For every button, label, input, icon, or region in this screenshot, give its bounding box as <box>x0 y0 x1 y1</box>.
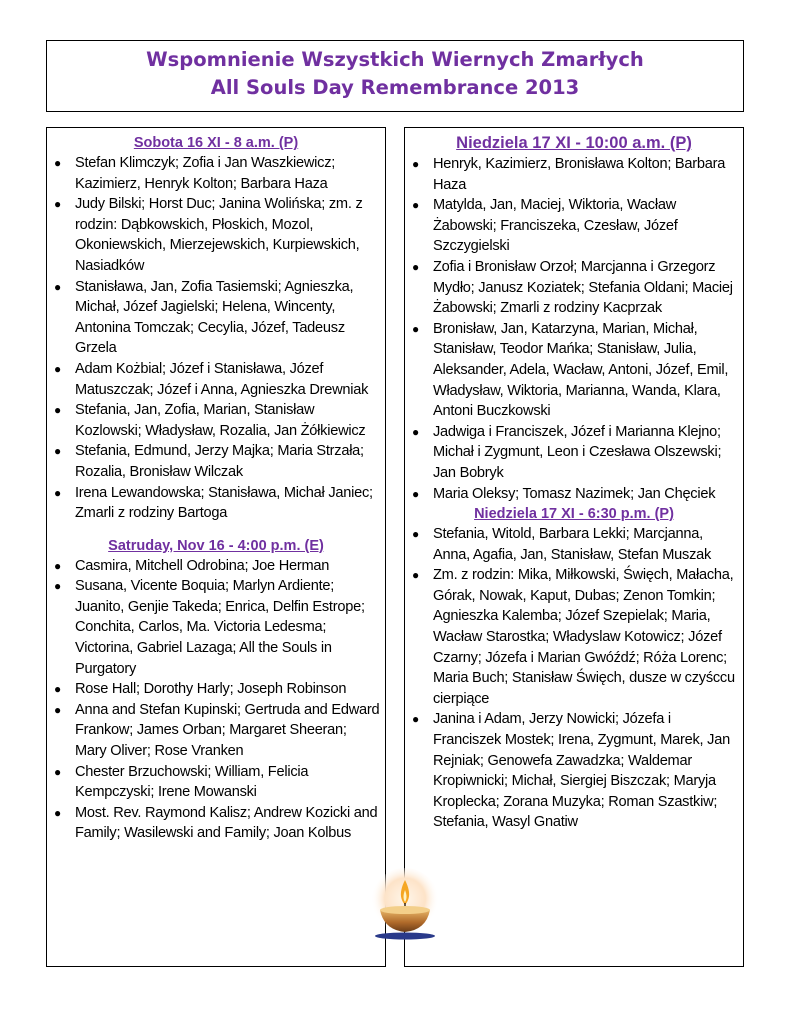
list-item <box>405 257 743 319</box>
list-item <box>47 277 385 359</box>
bullet-icon: ● <box>54 558 61 573</box>
entry-text: Chester Brzuchowski; William, Felicia Kempczyski; Irene Mowanski <box>75 763 309 801</box>
entry-text: Bronisław, Jan, Katarzyna, Marian, Michał, Stanisław, Teodor Mańka; Stanisław, Julia, Aleksander, Adela, Wacław, Antoni, Józef, Emil, Władysław, Wiktoria, Marianna, Wanda, Klara, Antoni Buczkowski <box>433 320 729 420</box>
entry-text: Stefania, Jan, Zofia, Marian, Stanisław Kozlowski; Władysław, Rozalia, Jan Żółkiewicz <box>75 402 366 439</box>
right-column <box>404 127 744 967</box>
bullet-icon: ● <box>54 279 61 294</box>
list-item <box>47 803 385 844</box>
list-item <box>47 194 385 276</box>
bullet-icon: ● <box>54 764 61 779</box>
bullet-icon: ● <box>412 712 419 727</box>
bullet-icon: ● <box>54 485 61 500</box>
entry-text: Matylda, Jan, Maciej, Wiktoria, Wacław Żabowski; Franciszeka, Czesław, Józef Szczygielski <box>433 197 678 255</box>
bullet-icon: ● <box>54 579 61 594</box>
entry-text: Stefania, Edmund, Jerzy Majka; Maria Strzała; Rozalia, Bronisław Wilczak <box>75 443 364 480</box>
entry-text: Stefan Klimczyk; Zofia i Jan Waszkiewicz; Kazimierz, Henryk Kolton; Barbara Haza <box>75 155 336 192</box>
section-heading-sunday-630pm: Niedziela 17 XI - 6:30 p.m. (P) <box>474 506 674 523</box>
entry-text: Judy Bilski; Horst Duc; Janina Wolińska; zm. z rodzin: Dąbkowskich, Płoskich, Mozol, Okoniewskich, Mierzejewskich, Kurpiewskich, Nasiadków <box>75 196 363 274</box>
list-item <box>405 422 743 484</box>
list-item <box>47 153 385 194</box>
list-item <box>47 483 385 524</box>
entry-text: Stanisława, Jan, Zofia Tasiemski; Agnieszka, Michał, Józef Jagielski; Helena, Wincenty, Antonina Tomczak; Cecylia, Józef, Tadeusz Grzela <box>75 278 354 357</box>
bullet-icon: ● <box>54 702 61 717</box>
entry-text: Henryk, Kazimierz, Bronisława Kolton; Barbara Haza <box>433 156 726 193</box>
list-item <box>47 441 385 482</box>
list-item <box>405 195 743 257</box>
list-item <box>405 154 743 195</box>
list-item <box>47 679 385 700</box>
entry-text: Anna and Stefan Kupinski; Gertruda and Edward Frankow; James Orban; Margaret Sheeran; Mary Oliver; Rose Vranken <box>75 701 380 760</box>
title-box <box>46 40 744 112</box>
list-item <box>47 576 385 679</box>
bullet-icon: ● <box>412 486 419 501</box>
candle-base <box>375 933 435 940</box>
list-item <box>47 556 385 577</box>
entry-list <box>405 154 743 504</box>
bullet-icon: ● <box>412 568 419 583</box>
bullet-icon: ● <box>54 197 61 212</box>
entry-text: Janina i Adam, Jerzy Nowicki; Józefa i Franciszek Mostek; Irena, Zygmunt, Marek, Jan Rejniak; Genowefa Zawadzka; Waldemar Kropiwnicki; Michał, Siergiej Biszczak; Maryja Kroplecka; Zorana Muzyka; Roman Szastkiw; Stefania, Wasyl Gnatiw <box>433 711 730 831</box>
entry-text: Zm. z rodzin: Mika, Miłkowski, Święch, Małacha, Górak, Nowak, Kaput, Dubas; Zenon Tomkin; Agnieszka Kalemba; Józef Szepielak; Maria, Wacław Starostka; Władyslaw Kotowicz; Józef Czarny; Józefa i Marian Gwóźdź; Róża Lorenc; Maria Buch; Stanisław Święch, dusze w czyśccu cierpiące <box>433 567 735 707</box>
bullet-icon: ● <box>412 198 419 213</box>
entry-text: Irena Lewandowska; Stanisława, Michał Janiec; Zmarli z rodziny Bartoga <box>75 484 373 522</box>
entry-text: Adam Kożbial; Józef i Stanisława, Józef Matuszczak; Józef i Anna, Agnieszka Drewniak <box>75 360 369 398</box>
section-heading-sunday-10am: Niedziela 17 XI - 10:00 a.m. (P) <box>456 134 692 152</box>
bullet-icon: ● <box>54 403 61 418</box>
bullet-icon: ● <box>412 321 419 336</box>
left-column <box>46 127 386 967</box>
bullet-icon: ● <box>412 527 419 542</box>
entry-text: Most. Rev. Raymond Kalisz; Andrew Kozicki and Family; Wasilewski and Family; Joan Kolbus <box>75 804 378 842</box>
section-heading-saturday-8am: Sobota 16 XI - 8 a.m. (P) <box>133 135 299 151</box>
candle-icon <box>366 868 444 946</box>
entry-text: Stefania, Witold, Barbara Lekki; Marcjanna, Anna, Agafia, Jan, Stanisław, Stefan Muszak <box>433 526 712 563</box>
entry-list <box>47 153 385 524</box>
bullet-icon: ● <box>412 157 419 171</box>
entry-text: Jadwiga i Franciszek, Józef i Marianna Klejno; Michał i Zygmunt, Leon i Czesława Olszewski; Jan Bobryk <box>433 423 722 481</box>
bullet-icon: ● <box>54 361 61 376</box>
list-item <box>405 524 743 565</box>
bullet-icon: ● <box>412 424 419 439</box>
list-item <box>47 762 385 803</box>
title-polish: Wspomnienie Wszystkich Wiernych Zmarłych <box>146 48 644 71</box>
entry-list <box>405 524 743 833</box>
list-item <box>405 709 743 833</box>
entry-list <box>47 556 385 844</box>
list-item <box>405 484 743 505</box>
candle-bowl-rim <box>380 906 430 914</box>
bullet-icon: ● <box>412 259 419 274</box>
list-item <box>405 319 743 422</box>
bullet-icon: ● <box>54 444 61 459</box>
title-english: All Souls Day Remembrance 2013 <box>210 76 580 99</box>
list-item <box>405 565 743 709</box>
list-item <box>47 400 385 441</box>
entry-text: Rose Hall; Dorothy Harly; Joseph Robinson <box>75 681 347 698</box>
entry-text: Zofia i Bronisław Orzoł; Marcjanna i Grzegorz Mydło; Janusz Koziatek; Stefania Oldani; Maciej Żabowski; Zmarli z rodziny Kacprzak <box>433 258 733 317</box>
entry-text: Maria Oleksy; Tomasz Nazimek; Jan Chęciek <box>433 485 716 502</box>
entry-text: Susana, Vicente Boquia; Marlyn Ardiente; Juanito, Genjie Takeda; Enrica, Delfin Estrope; Conchita, Carlos, Ma. Victoria Ledesma; Victorina, Gabriel Lazaga; All the Souls in Purgatory <box>75 578 365 677</box>
entry-text: Casmira, Mitchell Odrobina; Joe Herman <box>75 557 330 574</box>
list-item <box>47 700 385 762</box>
bullet-icon: ● <box>54 682 61 697</box>
section-heading-saturday-4pm: Satruday, Nov 16 - 4:00 p.m. (E) <box>108 537 324 554</box>
bullet-icon: ● <box>54 156 61 170</box>
list-item <box>47 359 385 400</box>
bullet-icon: ● <box>54 805 61 820</box>
